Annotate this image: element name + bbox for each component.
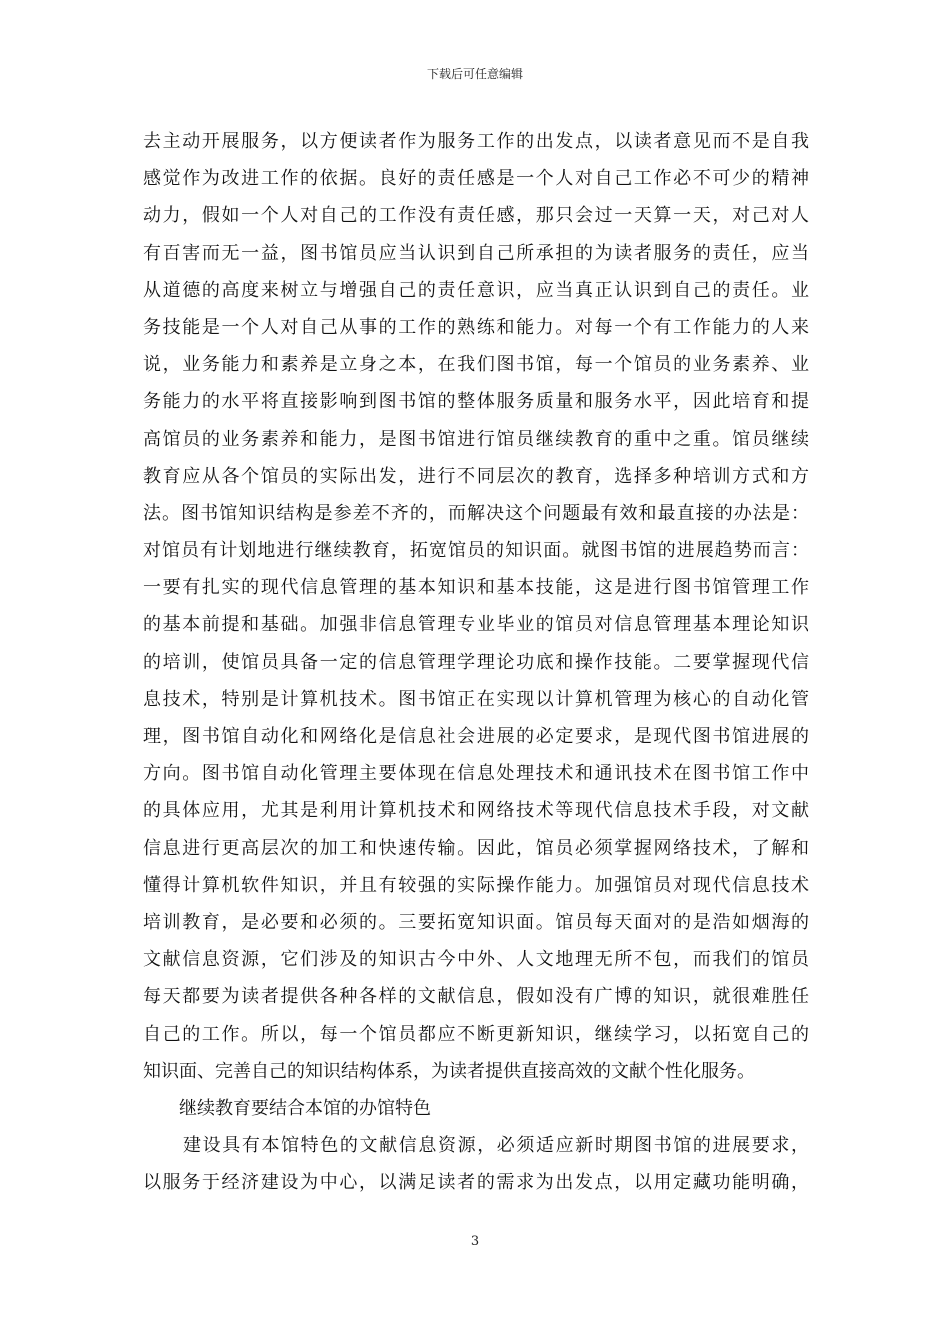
- text-line: 建设具有本馆特色的文献信息资源，必须适应新时期图书馆的进展要求，: [183, 1135, 809, 1157]
- text-line: 每天都要为读者提供各种各样的文献信息，假如没有广博的知识，就很难胜任: [143, 986, 809, 1008]
- text-line: 对馆员有计划地进行继续教育，拓宽馆员的知识面。就图书馆的进展趋势而言：: [143, 540, 809, 562]
- text-line: 的基本前提和基础。加强非信息管理专业毕业的馆员对信息管理基本理论知识: [143, 614, 809, 636]
- text-line: 懂得计算机软件知识，并且有较强的实际操作能力。加强馆员对现代信息技术: [143, 874, 809, 896]
- text-line: 信息进行更高层次的加工和快速传输。因此，馆员必须掌握网络技术，了解和: [143, 837, 809, 859]
- paragraph-1: [143, 123, 809, 1090]
- text-line: 有百害而无一益，图书馆员应当认识到自己所承担的为读者服务的责任，应当: [143, 242, 809, 264]
- text-line: 方向。图书馆自动化管理主要体现在信息处理技术和通讯技术在图书馆工作中: [143, 763, 809, 785]
- paragraph-2: [143, 1127, 809, 1201]
- text-line: 务能力的水平将直接影响到图书馆的整体服务质量和服务水平，因此培育和提: [143, 391, 809, 413]
- text-line: 一要有扎实的现代信息管理的基本知识和基本技能，这是进行图书馆管理工作: [143, 577, 809, 599]
- document-body: [143, 123, 809, 1201]
- text-line: 务技能是一个人对自己从事的工作的熟练和能力。对每一个有工作能力的人来: [143, 316, 809, 338]
- text-line: 感觉作为改进工作的依据。良好的责任感是一个人对自己工作必不可少的精神: [143, 168, 809, 190]
- text-line: 的具体应用，尤其是利用计算机技术和网络技术等现代信息技术手段，对文献: [143, 800, 809, 822]
- text-line: 高馆员的业务素养和能力，是图书馆进行馆员继续教育的重中之重。馆员继续: [143, 428, 809, 450]
- text-line: 培训教育，是必要和必须的。三要拓宽知识面。馆员每天面对的是浩如烟海的: [143, 911, 809, 933]
- text-line: 理，图书馆自动化和网络化是信息社会进展的必定要求，是现代图书馆进展的: [143, 726, 809, 747]
- section-heading: 继续教育要结合本馆的办馆特色: [179, 1097, 431, 1119]
- text-line: 从道德的高度来树立与增强自己的责任意识，应当真正认识到自己的责任。业: [143, 279, 809, 301]
- text-line: 息技术，特别是计算机技术。图书馆正在实现以计算机管理为核心的自动化管: [143, 688, 809, 710]
- text-line: 知识面、完善自己的知识结构体系，为读者提供直接高效的文献个性化服务。: [143, 1060, 755, 1082]
- page-number: 3: [470, 1234, 480, 1249]
- text-line: 以服务于经济建设为中心，以满足读者的需求为出发点，以用定藏功能明确，: [143, 1172, 809, 1194]
- text-line: 去主动开展服务，以方便读者作为服务工作的出发点，以读者意见而不是自我: [143, 131, 809, 152]
- text-line: 文献信息资源，它们涉及的知识古今中外、人文地理无所不包，而我们的馆员: [143, 949, 809, 971]
- text-line: 动力，假如一个人对自己的工作没有责任感，那只会过一天算一天，对己对人: [143, 205, 809, 227]
- text-line: 说，业务能力和素养是立身之本，在我们图书馆，每一个馆员的业务素养、业: [143, 354, 809, 376]
- page-header: 下载后可任意编辑: [426, 67, 523, 81]
- text-line: 自己的工作。所以，每一个馆员都应不断更新知识，继续学习，以拓宽自己的: [143, 1023, 809, 1045]
- text-line: 的培训，使馆员具备一定的信息管理学理论功底和操作技能。二要掌握现代信: [143, 651, 809, 673]
- text-line: 教育应从各个馆员的实际出发，进行不同层次的教育，选择多种培训方式和方: [143, 465, 809, 487]
- text-line: 法。图书馆知识结构是参差不齐的，而解决这个问题最有效和最直接的办法是：: [143, 502, 809, 524]
